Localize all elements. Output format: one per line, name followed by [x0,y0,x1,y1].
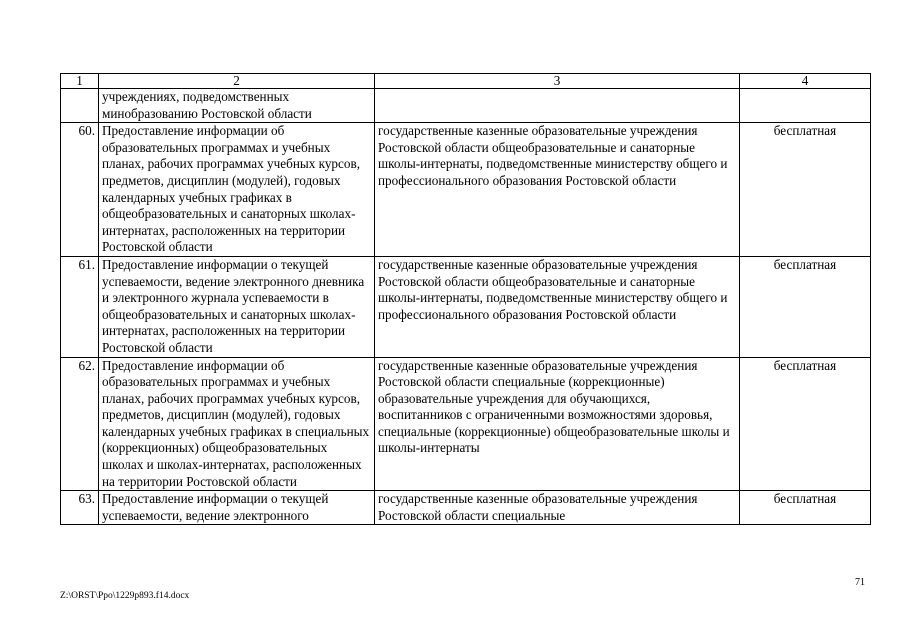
row-number-cell [61,89,99,123]
column-header: 2 [99,74,375,89]
column-header: 4 [740,74,871,89]
table-row [61,123,871,257]
footer-file-path: Z:\ORST\Ppo\1229p893.f14.docx [60,591,190,601]
services-table [60,73,871,525]
cost-cell: бесплатная [740,256,871,357]
cost-cell [740,89,871,123]
table-row [61,357,871,491]
service-cell: Предоставление информации о текущей успеваемости, ведение электронного дневника и электронного журнала успеваемости в общеобразовательных и санаторных школах-интернатах, расположенных на территории Ростовской области [99,256,375,357]
table-row [61,491,871,525]
cost-cell: бесплатная [740,123,871,257]
institutions-cell: государственные казенные образовательные учреждения Ростовской области общеобразовательные и санаторные школы-интернаты, подведомственные министерству общего и профессионального образования Ростовской области [375,123,740,257]
cost-cell: бесплатная [740,357,871,491]
service-cell: Предоставление информации об образовательных программах и учебных планах, рабочих программах учебных курсов, предметов, дисциплин (модулей), годовых календарных учебных графиках в специальных (коррекционных) общеобразовательных школах и школах-интернатах, расположенных на территории Ростовской области [99,357,375,491]
service-cell: учреждениях, подведомственных минобразованию Ростовской области [99,89,375,123]
row-number-cell: 62. [61,357,99,491]
column-header: 1 [61,74,99,89]
table-row [61,256,871,357]
service-cell: Предоставление информации об образовательных программах и учебных планах, рабочих программах учебных курсов, предметов, дисциплин (модулей), годовых календарных учебных графиках в общеобразовательных и санаторных школах-интернатах, расположенных на территории Ростовской области [99,123,375,257]
column-header: 3 [375,74,740,89]
institutions-cell: государственные казенные образовательные учреждения Ростовской области специальные [375,491,740,525]
row-number-cell: 61. [61,256,99,357]
institutions-cell: государственные казенные образовательные учреждения Ростовской области общеобразовательные и санаторные школы-интернаты, подведомственные министерству общего и профессионального образования Ростовской области [375,256,740,357]
table-row-continuation [61,89,871,123]
table-header-row [61,74,871,89]
page-number: 71 [855,577,865,588]
service-cell: Предоставление информации о текущей успеваемости, ведение электронного [99,491,375,525]
institutions-cell [375,89,740,123]
row-number-cell: 60. [61,123,99,257]
institutions-cell: государственные казенные образовательные учреждения Ростовской области специальные (коррекционные) образовательные учреждения для обучающихся, воспитанников с ограниченными возможностями здоровья, специальные (коррекционные) общеобразовательные школы и школы-интернаты [375,357,740,491]
cost-cell: бесплатная [740,491,871,525]
row-number-cell: 63. [61,491,99,525]
